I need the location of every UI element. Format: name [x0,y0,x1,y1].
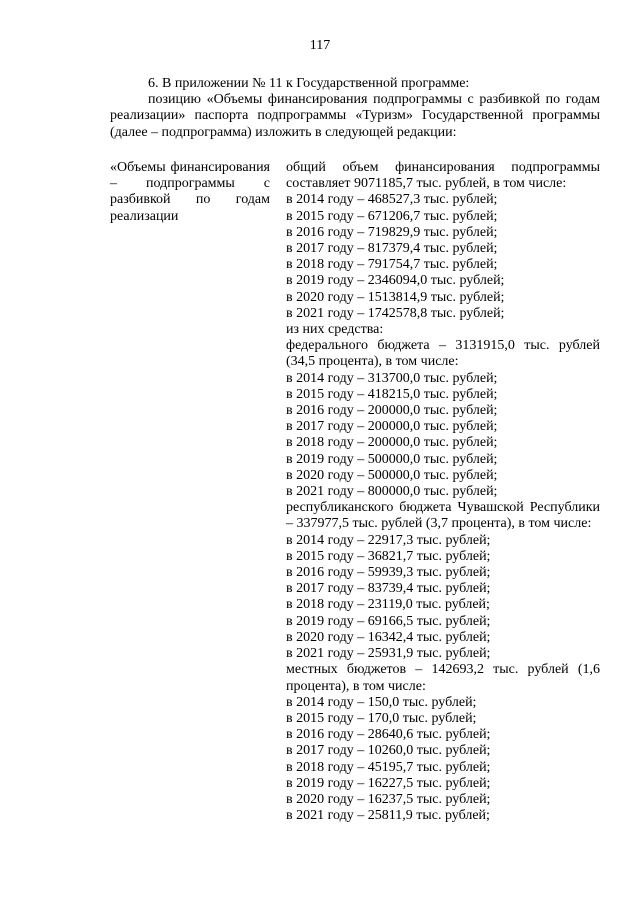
republic-year-2018: в 2018 году – 23119,0 тыс. рублей; [286,597,490,613]
federal-year-2019: в 2019 году – 500000,0 тыс. рублей; [286,451,498,467]
local-funding-text: местных бюджетов – 142693,2 тыс. рублей (1,6 процента), в том числе: [286,662,600,694]
of-them-label: из них средства: [286,322,384,338]
republic-year-2019: в 2019 году – 69166,5 тыс. рублей; [286,613,491,629]
local-year-2020: в 2020 году – 16237,5 тыс. рублей; [286,791,491,807]
total-year-2018: в 2018 году – 791754,7 тыс. рублей; [286,257,498,273]
funding-label: «Объемы финансирования – подпрограммы с разбивкой по годам реализации [110,160,270,224]
federal-year-2016: в 2016 году – 200000,0 тыс. рублей; [286,403,498,419]
local-year-2021: в 2021 году – 25811,9 тыс. рублей; [286,808,490,824]
local-year-2014: в 2014 году – 150,0 тыс. рублей; [286,694,477,710]
republic-year-2016: в 2016 году – 59939,3 тыс. рублей; [286,565,491,581]
federal-year-2020: в 2020 году – 500000,0 тыс. рублей; [286,467,498,483]
total-year-2017: в 2017 году – 817379,4 тыс. рублей; [286,241,498,257]
federal-year-2014: в 2014 году – 313700,0 тыс. рублей; [286,370,498,386]
total-funding-text: общий объем финансирования подпрограммы составляет 9071185,7 тыс. рублей, в том числе: [286,160,600,192]
republic-year-2020: в 2020 году – 16342,4 тыс. рублей; [286,629,491,645]
local-year-2019: в 2019 году – 16227,5 тыс. рублей; [286,775,491,791]
total-year-2020: в 2020 году – 1513814,9 тыс. рублей; [286,289,505,305]
federal-year-2015: в 2015 году – 418215,0 тыс. рублей; [286,386,498,402]
republic-funding-text: республиканского бюджета Чувашской Республики – 337977,5 тыс. рублей (3,7 процента), в том числе: [286,500,600,532]
total-year-2015: в 2015 году – 671206,7 тыс. рублей; [286,208,498,224]
intro-paragraph: позицию «Объемы финансирования подпрограммы с разбивкой по годам реализации» паспорта подпрограммы «Туризм» Государственной программы (далее – подпрограмма) изложить в следующей редакции: [110,92,600,140]
total-year-2021: в 2021 году – 1742578,8 тыс. рублей; [286,305,505,321]
local-year-2016: в 2016 году – 28640,6 тыс. рублей; [286,727,491,743]
total-year-2016: в 2016 году – 719829,9 тыс. рублей; [286,224,498,240]
funding-details [286,160,600,824]
republic-year-2017: в 2017 году – 83739,4 тыс. рублей; [286,581,491,597]
page-number: 117 [309,38,331,53]
republic-year-2014: в 2014 году – 22917,3 тыс. рублей; [286,532,491,548]
local-year-2015: в 2015 году – 170,0 тыс. рублей; [286,710,477,726]
total-year-2019: в 2019 году – 2346094,0 тыс. рублей; [286,273,505,289]
intro-heading: 6. В приложении № 11 к Государственной программе: [148,76,470,91]
federal-funding-text: федерального бюджета – 3131915,0 тыс. рублей (34,5 процента), в том числе: [286,338,600,370]
total-year-2014: в 2014 году – 468527,3 тыс. рублей; [286,192,498,208]
local-year-2017: в 2017 году – 10260,0 тыс. рублей; [286,743,491,759]
federal-year-2017: в 2017 году – 200000,0 тыс. рублей; [286,419,498,435]
local-year-2018: в 2018 году – 45195,7 тыс. рублей; [286,759,491,775]
republic-year-2021: в 2021 году – 25931,9 тыс. рублей; [286,646,491,662]
federal-year-2018: в 2018 году – 200000,0 тыс. рублей; [286,435,498,451]
republic-year-2015: в 2015 году – 36821,7 тыс. рублей; [286,548,491,564]
federal-year-2021: в 2021 году – 800000,0 тыс. рублей; [286,484,498,500]
intro-section [110,76,600,141]
